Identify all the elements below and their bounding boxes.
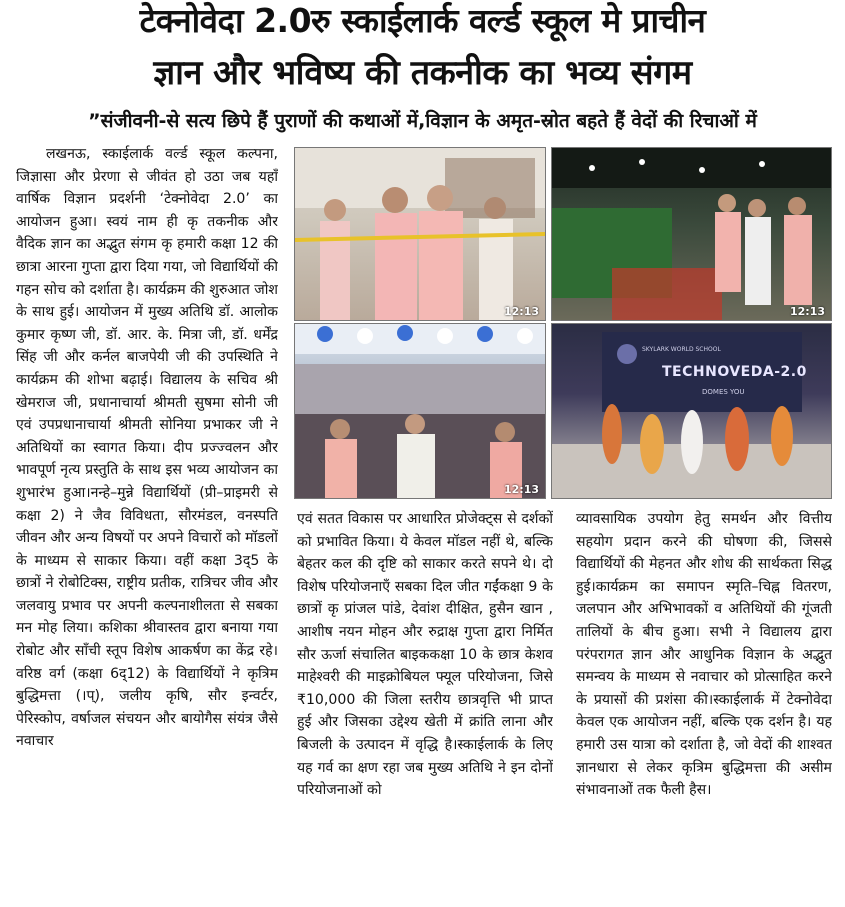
exhibition-visit-illustration: [552, 148, 831, 320]
photo-exhibition-visit: [551, 147, 832, 321]
article-column-2: एवं सतत विकास पर आधारित प्रोजेक्ट्स से दर्शकों को प्रभावित किया। ये केवल मॉडल नहीं थे, बल्कि बेहतर कल की दृष्टि को साकार करते सपने थे। दो विशेष परियोजनाएँ सबका दिल जीत गईंकक्षा 9 के छात्रों कृ प्रांजल पांडे, देवांश दीक्षित, हुसैन खान , आशीष नयन मोहन और रुद्राक्ष गुप्ता द्वारा निर्मित सौर ऊर्जा संचालित बाइककक्षा 10 के छात्र केशव माहेश्वरी की माइक्रोबियल फ्यूल परियोजना, जिसे ₹10,000 की जिला स्तरीय छात्रवृत्ति भी प्राप्त हुई और जिसका उद्देश्य खेती में क्रांति लाना और बिजली के उत्पादन में वृद्धि है।स्काईलार्क के लिए यह गर्व का क्षण रहा जब मुख्य अतिथि ने इन दोनों परियोजनाओं को: [297, 511, 553, 799]
ribbon-cutting-illustration: [295, 148, 545, 320]
headline-line-1: टेक्नोवेदा 2.0रु स्काईलार्क वर्ल्ड स्कूल मे प्राचीन: [139, 1, 706, 40]
photo-ribbon-cutting: [294, 147, 546, 321]
timestamp-label: 12:13: [503, 483, 539, 496]
article-column-3: व्यावसायिक उपयोग हेतु समर्थन और वित्तीय सहयोग प्रदान करने की घोषणा की, जिससे विद्यार्थियों की मेहनत और शोध की सार्थकता सिद्ध हुई।कार्यक्रम का समापन स्मृति–चिह्न वितरण, जलपान और अभिभावकों व अतिथियों की गूंजती तालियों के बीच हुआ। सभी ने विद्यालय द्वारा परंपरागत ज्ञान और आधुनिक विज्ञान के अद्भुत समन्वय के माध्यम से नवाचार को प्रोत्साहित करने के प्रयासों की प्रशंसा की।स्काईलार्क में टेक्नोवेदा केवल एक आयोजन नहीं, बल्कि एक दर्शन है। यह हमारी उस यात्रा को दर्शाता है, जो वेदों की शाश्वत ज्ञानधारा से लेकर कृत्रिम बुद्धिमत्ता की असीम संभावनाओं तक फैली हैस।: [576, 511, 832, 799]
audience-illustration: [295, 324, 545, 498]
photo-audience: [294, 323, 546, 499]
pull-quote: ”संजीवनी-से सत्य छिपे हैं पुराणों की कथाओं में,विज्ञान के अमृत-स्रोत बहते हैं वेदों की रिचाओं में: [88, 110, 757, 132]
photo-stage-dance: [551, 323, 832, 499]
timestamp-label: 12:13: [789, 305, 825, 318]
stage-screen-subtitle: SKYLARK WORLD SCHOOL: [642, 346, 721, 353]
timestamp-label: 12:13: [503, 305, 539, 318]
article-column-1: लखनऊ, स्काईलार्क वर्ल्ड स्कूल कल्पना, जिज्ञासा और प्रेरणा से जीवंत हो उठा जब यहाँ वार्षिक विज्ञान प्रदर्शनी ‘टेक्नोवेदा 2.0’ का आयोजन हुआ। स्वयं नाम ही कृ तकनीक और वैदिक ज्ञान का अद्भुत संगम कृ हमारी कक्षा 12 की छात्रा आरना गुप्ता द्वारा दिया गया, जो विद्यार्थियों की गहन सोच को दर्शाता है। कार्यक्रम की शुरुआत जोश के साथ हुई। आयोजन में मुख्य अतिथि डॉ. आलोक कुमार कृष्ण जी, डॉ. आर. के. मित्रा जी, डॉ. धर्मेंद्र सिंह जी और कर्नल बाजपेयी जी की उपस्थिति ने कार्यक्रम की शोभा बढ़ाई। विद्यालय के सचिव श्री खेमराज जी, प्रधानाचार्या श्रीमती सुषमा सोनी जी एवं उपप्रधानाचार्या श्रीमती सोनिया प्रभाकर जी ने अतिथियों का स्वागत किया। दीप प्रज्ज्वलन और भावपूर्ण नृत्य प्रस्तुति के साथ इस भव्य आयोजन का शुभारंभ हुआ।नन्हे–मुन्ने विद्यार्थियों (प्री–प्राइमरी से कक्षा 2) ने जैव विविधता, सौरमंडल, वनस्पति जीवन और अन्य विषयों पर अपने विचारों को मॉडलों के माध्यम से साकार किया। वहीं कक्षा 3द्5 के छात्रों ने रोबोटिक्स, राष्ट्रीय प्रतीक, रात्रिचर जीव और जलवायु प्रभाव पर अपनी कल्पनाशीलता से सबका मन मोह लिया। कशिका श्रीवास्तव द्वारा बनाया गया रोबोट और साँची स्तूप विशेष आकर्षण का केंद्र रहे।वरिष्ठ वर्ग (कक्षा 6द्12) के विद्यार्थियों ने कृत्रिम बुद्धिमत्ता (।प्), जलीय कृषि, सौर इन्वर्टर, पेरिस्कोप, वर्षाजल संचयन और बायोगैस संयंत्र जैसे नवाचार: [16, 146, 278, 750]
stage-screen-extra: DOMES YOU: [702, 388, 745, 396]
headline-line-2: ज्ञान और भविष्य की तकनीक का भव्य संगम: [153, 53, 692, 93]
stage-screen-title: TECHNOVEDA-2.0: [662, 364, 807, 380]
